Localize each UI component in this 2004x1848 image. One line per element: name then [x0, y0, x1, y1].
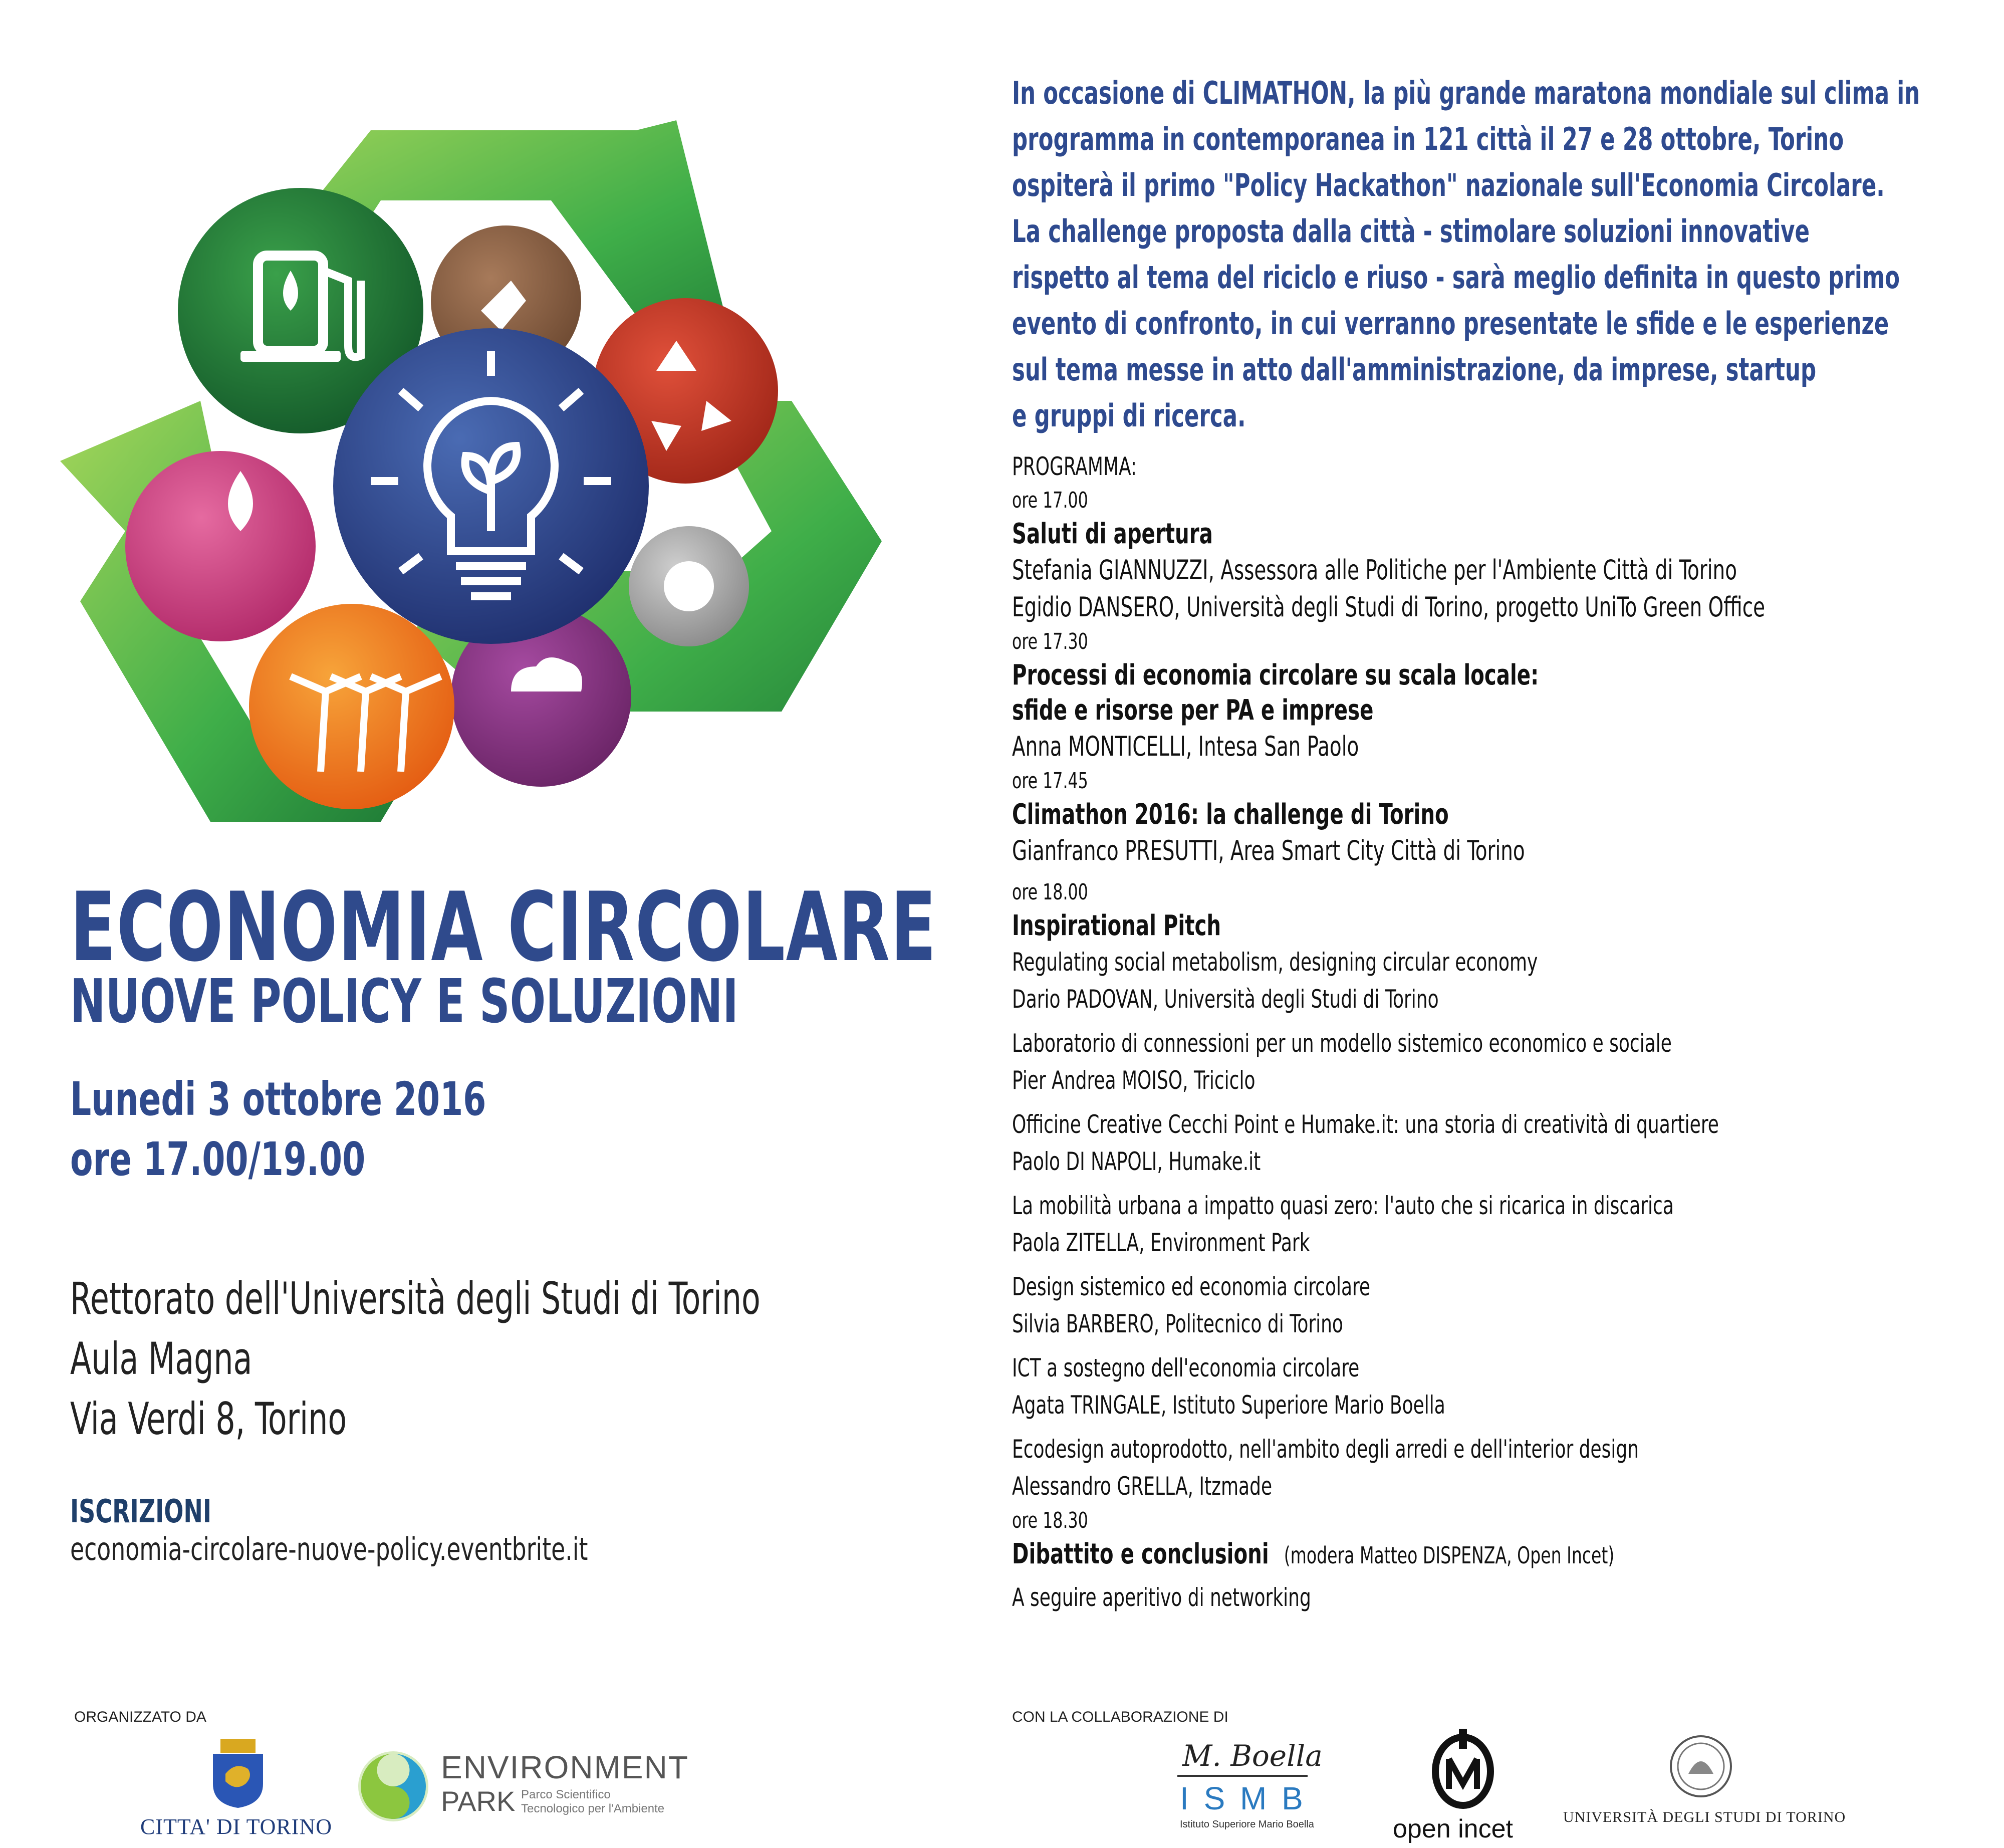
intro-line: programma in contemporanea in 121 città il 27 e 28 ottobre, Torino [1012, 121, 1844, 157]
pitch-title: Laboratorio di connessioni per un modello sistemico economico e sociale [1012, 1029, 1672, 1058]
pitch-speaker: Alessandro GRELLA, Itzmade [1012, 1472, 1273, 1501]
sun-icon [664, 561, 714, 611]
pitch-title: Regulating social metabolism, designing circular economy [1012, 948, 1538, 977]
pitch-speaker: Silvia BARBERO, Politecnico di Torino [1012, 1309, 1343, 1338]
pitch-title: ICT a sostegno dell'economia circolare [1012, 1353, 1360, 1382]
pitch-speaker: Agata TRINGALE, Istituto Superiore Mario Boella [1012, 1391, 1445, 1420]
bull-crest-icon [208, 1739, 268, 1809]
session-title [1012, 1537, 1774, 1572]
session-title: Climathon 2016: la challenge di Torino [1012, 798, 1449, 831]
intro-line: evento di confronto, in cui verranno presentate le sfide e le esperienze [1012, 305, 1889, 342]
collaboration-label: CON LA COLLABORAZIONE DI [1012, 1709, 1228, 1725]
page-subtitle: NUOVE POLICY E SOLUZIONI [70, 967, 738, 1037]
pitch-speaker: Paola ZITELLA, Environment Park [1012, 1228, 1310, 1257]
pink-bubble [125, 451, 316, 641]
orange-bubble [249, 604, 454, 809]
ismb-logo [1167, 1739, 1338, 1834]
intro-line: In occasione di CLIMATHON, la più grande maratona mondiale sul clima in [1012, 75, 1920, 111]
environment-park-text: ENVIRONMENT [441, 1749, 689, 1785]
closing-session-title: Dibattito e conclusioni [1012, 1538, 1269, 1570]
session-title: Processi di economia circolare su scala locale: [1012, 659, 1539, 691]
open-incet-text: open incet [1393, 1814, 1513, 1843]
registration-title: ISCRIZIONI [70, 1493, 212, 1530]
ismb-full-name: Istituto Superiore Mario Boella [1180, 1819, 1314, 1830]
intro-paragraph [1012, 70, 1964, 439]
registration-link[interactable]: economia-circolare-nuove-policy.eventbrite.it [70, 1531, 588, 1567]
open-incet-logo [1393, 1729, 1543, 1844]
environment-park-logo [356, 1749, 689, 1829]
session-time: ore 17.45 [1012, 768, 1088, 794]
citta-di-torino-logo [140, 1739, 351, 1839]
ismb-rule [1177, 1775, 1308, 1777]
unito-text: UNIVERSITÀ DEGLI STUDI DI TORINO [1563, 1809, 1846, 1825]
moderator-note: (modera Matteo DISPENZA, Open Incet) [1284, 1542, 1615, 1569]
session-time: ore 18.30 [1012, 1508, 1088, 1533]
session-title: sfide e risorse per PA e imprese [1012, 694, 1374, 727]
venue-line-3: Via Verdi 8, Torino [70, 1393, 347, 1445]
venue-line-1: Rettorato dell'Università degli Studi di Torino [70, 1273, 761, 1324]
intro-line: e gruppi di ricerca. [1012, 397, 1246, 434]
open-incet-symbol-icon [1428, 1729, 1498, 1809]
pitch-title: Design sistemico ed economia circolare [1012, 1272, 1371, 1301]
pitch-title: Ecodesign autoprodotto, nell'ambito degli arredi e dell'interior design [1012, 1435, 1639, 1464]
organized-by-label: ORGANIZZATO DA [74, 1709, 206, 1725]
event-date: Lunedi 3 ottobre 2016 [70, 1072, 486, 1126]
venue-line-2: Aula Magna [70, 1333, 253, 1384]
session-title: Inspirational Pitch [1012, 909, 1221, 942]
intro-line: ospiterà il primo "Policy Hackathon" nazionale sull'Economia Circolare. [1012, 167, 1885, 203]
environment-park-swirl-icon [356, 1749, 431, 1824]
event-time: ore 17.00/19.00 [70, 1132, 366, 1186]
pitch-speaker: Paolo DI NAPOLI, Humake.it [1012, 1147, 1261, 1176]
page-title: ECONOMIA CIRCOLARE [70, 872, 937, 983]
unito-seal-icon [1668, 1734, 1733, 1799]
closing-note: A seguire aperitivo di networking [1012, 1583, 1311, 1612]
pitch-speaker: Pier Andrea MOISO, Triciclo [1012, 1066, 1256, 1095]
intro-line: La challenge proposta dalla città - stimolare soluzioni innovative [1012, 213, 1810, 250]
pitch-title: La mobilità urbana a impatto quasi zero: l'auto che si ricarica in discarica [1012, 1191, 1674, 1220]
intro-line: sul tema messe in atto dall'amministrazione, da imprese, startup [1012, 351, 1817, 388]
session-time: ore 18.00 [1012, 879, 1088, 905]
session-title: Saluti di apertura [1012, 518, 1213, 550]
speaker: Egidio DANSERO, Università degli Studi di Torino, progetto UniTo Green Office [1012, 591, 1766, 623]
pitch-title: Officine Creative Cecchi Point e Humake.it: una storia di creatività di quartiere [1012, 1110, 1719, 1139]
session-time: ore 17.00 [1012, 488, 1088, 513]
speaker: Gianfranco PRESUTTI, Area Smart City Città di Torino [1012, 835, 1525, 866]
programme [1012, 448, 1964, 1616]
circular-economy-logo [60, 120, 902, 822]
session-time: ore 17.30 [1012, 629, 1088, 654]
citta-di-torino-text: CITTA' DI TORINO [140, 1814, 332, 1839]
ismb-signature: M. Boella [1182, 1739, 1323, 1773]
environment-park-text-2: PARK [441, 1785, 516, 1817]
environment-park-tagline-2: Tecnologico per l'Ambiente [521, 1802, 665, 1815]
speaker: Stefania GIANNUZZI, Assessora alle Politiche per l'Ambiente Città di Torino [1012, 554, 1737, 586]
speaker: Anna MONTICELLI, Intesa San Paolo [1012, 731, 1359, 762]
programme-label: PROGRAMMA: [1012, 452, 1137, 481]
intro-line: rispetto al tema del riciclo e riuso - sarà meglio definita in questo primo [1012, 259, 1900, 296]
unito-logo [1563, 1734, 1846, 1834]
pitch-speaker: Dario PADOVAN, Università degli Studi di Torino [1012, 985, 1439, 1014]
ismb-letters: I S M B [1180, 1780, 1306, 1816]
environment-park-tagline: Parco Scientifico [521, 1788, 611, 1801]
